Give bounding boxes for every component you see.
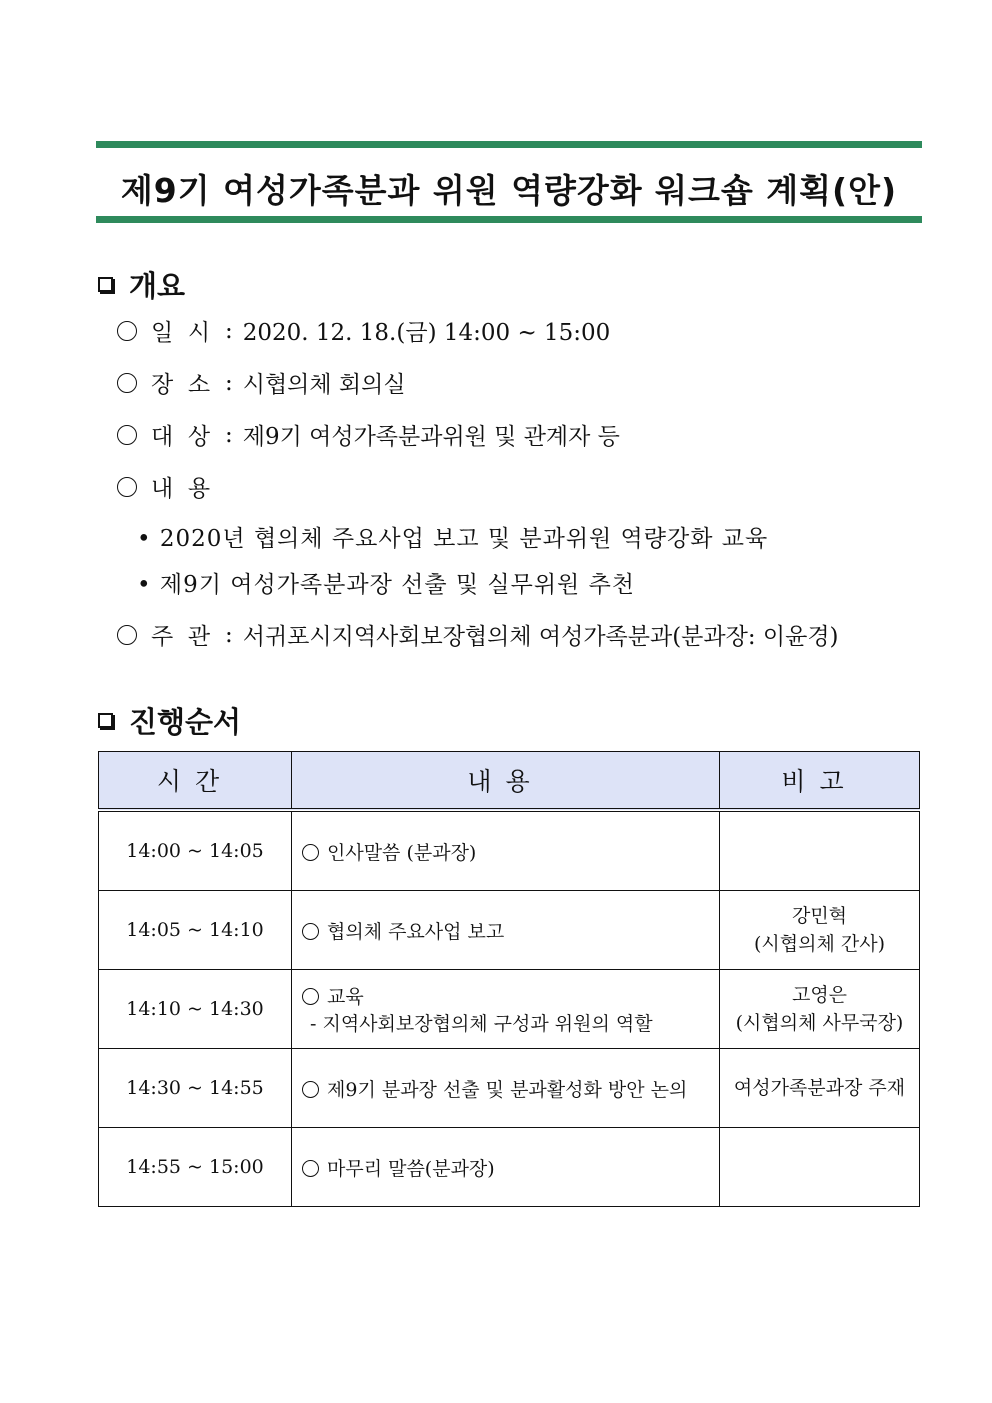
overview-item-target [117, 418, 620, 451]
table-header-row [99, 752, 920, 811]
time-cell: 14:30 ~ 14:55 [99, 1049, 292, 1128]
circle-icon [117, 425, 137, 445]
time-cell: 14:00 ~ 14:05 [99, 810, 292, 891]
table-row [99, 810, 920, 891]
item-label: 일 시 [151, 320, 211, 346]
table-row [99, 891, 920, 970]
circle-icon [302, 923, 319, 940]
note-cell [720, 891, 920, 970]
section-overview-heading [98, 264, 185, 305]
content-text: 교육 [327, 986, 364, 1008]
column-header-content: 내용 [292, 752, 720, 811]
section-schedule-heading [98, 700, 241, 741]
document-title: 제9기 여성가족분과 위원 역량강화 워크숍 계획(안) [120, 171, 898, 210]
section-overview-title: 개요 [129, 269, 186, 303]
circle-icon [117, 625, 137, 645]
overview-item-place [117, 366, 406, 399]
content-subtext: - 지역사회보장협의체 구성과 위원의 역할 [310, 1013, 653, 1035]
note-cell [720, 1128, 920, 1207]
table-row [99, 1049, 920, 1128]
circle-icon [302, 1081, 319, 1098]
table-row [99, 970, 920, 1049]
content-text: 마무리 말씀(분과장) [327, 1157, 495, 1180]
item-value: 서귀포시지역사회보장협의체 여성가족분과(분과장: 이윤경) [242, 624, 839, 650]
content-bullet [137, 520, 768, 553]
circle-icon [117, 477, 137, 497]
content-text: 협의체 주요사업 보고 [327, 920, 505, 943]
content-bullet [137, 566, 635, 599]
circle-icon [117, 373, 137, 393]
content-cell [292, 1049, 720, 1128]
item-label: 장 소 [151, 372, 211, 398]
content-text: 제9기 분과장 선출 및 분과활성화 방안 논의 [327, 1078, 688, 1101]
item-separator: : [225, 621, 233, 648]
bullet-dot-icon: • [137, 526, 152, 552]
note-name: 여성가족분과장 주재 [733, 1077, 906, 1099]
column-header-note: 비고 [720, 752, 920, 811]
note-role: (시협의체 사무국장) [735, 1012, 904, 1034]
circle-icon [302, 844, 319, 861]
content-text: 인사말씀 (분과장) [327, 841, 477, 864]
note-role: (시협의체 간사) [754, 933, 885, 955]
circle-icon [302, 1160, 319, 1177]
content-cell [292, 891, 720, 970]
item-separator: : [225, 421, 233, 448]
section-schedule-title: 진행순서 [129, 705, 242, 739]
content-cell [292, 970, 720, 1049]
item-separator: : [225, 369, 233, 396]
note-cell [720, 970, 920, 1049]
item-value: 제9기 여성가족분과위원 및 관계자 등 [242, 424, 620, 450]
item-label: 내 용 [151, 476, 211, 502]
checkbox-square-icon [98, 713, 113, 728]
item-label: 대 상 [151, 424, 211, 450]
note-cell [720, 1049, 920, 1128]
schedule-table [98, 751, 920, 1207]
item-value: 2020. 12. 18.(금) 14:00 ~ 15:00 [242, 320, 611, 346]
bullet-text: 2020년 협의체 주요사업 보고 및 분과위원 역량강화 교육 [159, 526, 769, 552]
overview-item-host [117, 618, 839, 651]
time-cell: 14:55 ~ 15:00 [99, 1128, 292, 1207]
title-box [96, 141, 922, 223]
content-cell [292, 810, 720, 891]
item-label: 주 관 [151, 624, 211, 650]
item-value: 시협의체 회의실 [242, 372, 406, 398]
checkbox-square-icon [98, 277, 113, 292]
content-cell [292, 1128, 720, 1207]
bullet-text: 제9기 여성가족분과장 선출 및 실무위원 추천 [159, 572, 636, 598]
table-row [99, 1128, 920, 1207]
circle-icon [302, 988, 319, 1005]
time-cell: 14:05 ~ 14:10 [99, 891, 292, 970]
bullet-dot-icon: • [137, 572, 152, 598]
note-name: 고영은 [791, 984, 848, 1006]
circle-icon [117, 321, 137, 341]
time-cell: 14:10 ~ 14:30 [99, 970, 292, 1049]
note-cell [720, 810, 920, 891]
overview-item-date [117, 314, 610, 347]
column-header-time: 시간 [99, 752, 292, 811]
item-separator: : [225, 317, 233, 344]
note-name: 강민혁 [791, 905, 848, 927]
overview-item-content [117, 470, 225, 503]
